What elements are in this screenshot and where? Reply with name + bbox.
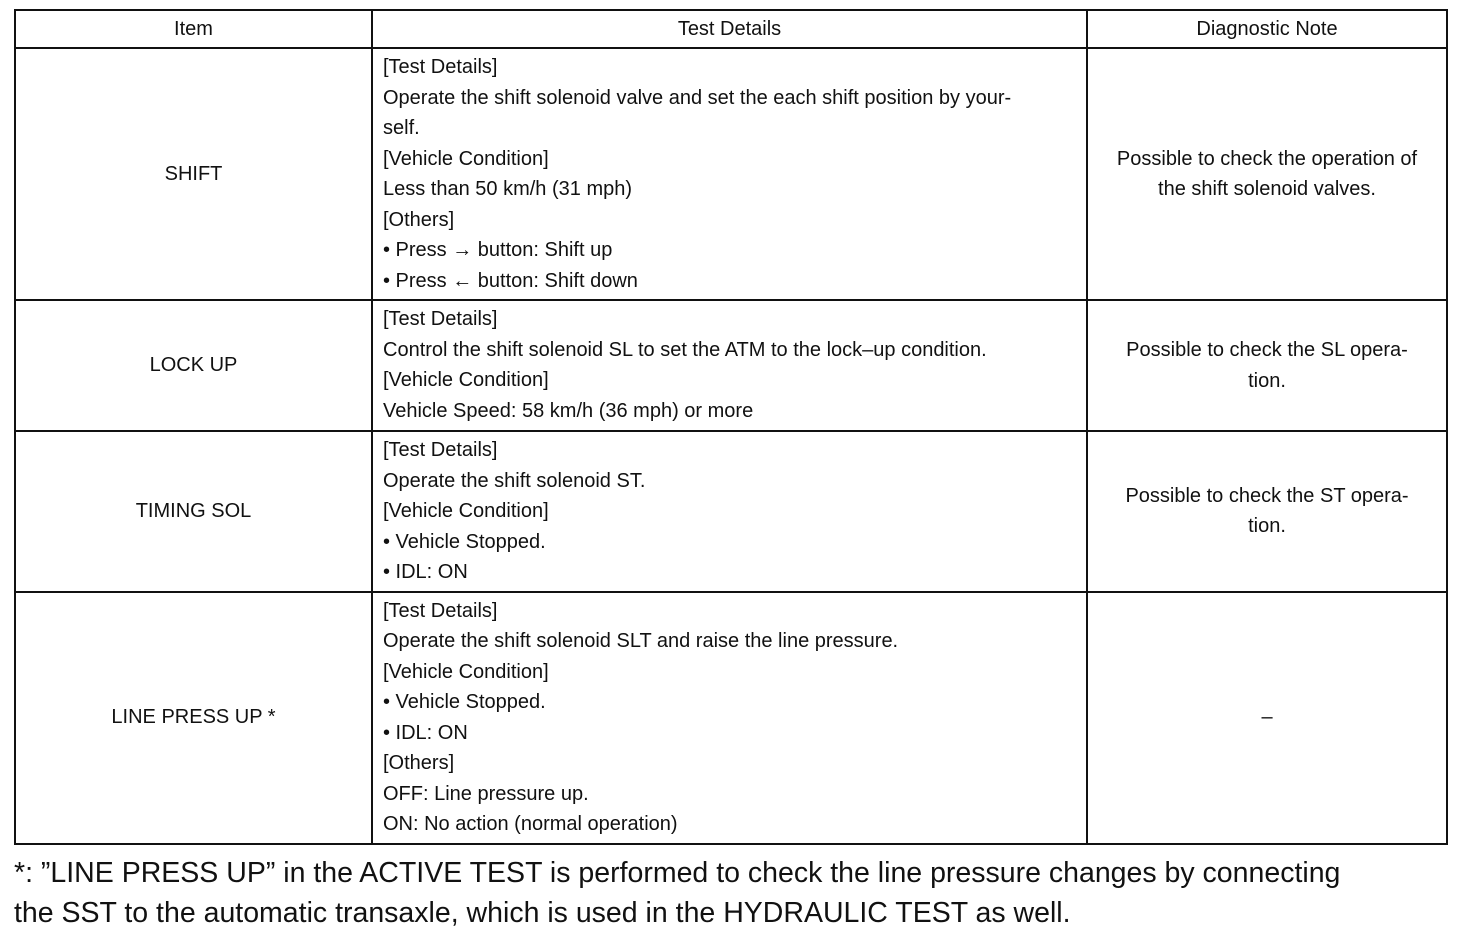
details-line: [Others] [383, 752, 455, 774]
footnote-line: the SST to the automatic transaxle, which is used in the HYDRAULIC TEST as well. [14, 896, 1071, 929]
details-line: [Test Details] [383, 308, 498, 330]
note-line: Possible to check the SL opera- [1126, 339, 1408, 361]
details-cell [372, 431, 1087, 592]
details-cell [372, 48, 1087, 300]
details-line: [Vehicle Condition] [383, 500, 549, 522]
details-line: • Vehicle Stopped. [383, 691, 546, 713]
header-item: Item [15, 10, 372, 48]
note-cell [1087, 300, 1447, 431]
document [14, 9, 1446, 933]
header-test-details: Test Details [372, 10, 1087, 48]
table-header-row [15, 10, 1447, 48]
note-line: tion. [1248, 515, 1286, 538]
details-line: [Test Details] [383, 599, 498, 622]
note-cell [1087, 592, 1447, 844]
footnote [14, 853, 1454, 933]
details-line: [Others] [383, 208, 455, 231]
note-line: – [1261, 706, 1273, 729]
note-cell [1087, 48, 1447, 300]
details-line: • IDL: ON [383, 561, 468, 583]
active-test-table [14, 9, 1448, 845]
header-diagnostic-note: Diagnostic Note [1087, 10, 1447, 48]
table-row [15, 48, 1447, 300]
details-line: Less than 50 km/h (31 mph) [383, 178, 633, 200]
footnote-line: *: ”LINE PRESS UP” in the ACTIVE TEST is performed to check the line pressure changes by connecting [14, 856, 1341, 889]
item-cell: LINE PRESS UP * [15, 592, 372, 844]
details-line: Vehicle Speed: 58 km/h (36 mph) or more [383, 399, 754, 422]
details-line: [Vehicle Condition] [383, 660, 549, 683]
details-line: [Test Details] [383, 439, 498, 461]
note-line: the shift solenoid valves. [1158, 178, 1376, 200]
details-line: Control the shift solenoid SL to set the ATM to the lock–up condition. [383, 338, 987, 361]
note-cell [1087, 431, 1447, 592]
details-line: • Vehicle Stopped. [383, 530, 546, 553]
details-line: ON: No action (normal operation) [383, 813, 678, 835]
details-line: • Press → button: Shift up [383, 239, 613, 261]
details-line: OFF: Line pressure up. [383, 782, 589, 805]
details-line: Operate the shift solenoid ST. [383, 469, 646, 492]
item-cell: SHIFT [15, 48, 372, 300]
details-line: • IDL: ON [383, 721, 468, 744]
details-line: [Test Details] [383, 56, 498, 78]
table-row [15, 431, 1447, 592]
table-row [15, 592, 1447, 844]
details-line: Operate the shift solenoid valve and set the each shift position by your- [383, 86, 1012, 109]
details-line: [Vehicle Condition] [383, 147, 549, 170]
note-line: Possible to check the ST opera- [1125, 484, 1409, 507]
item-cell: TIMING SOL [15, 431, 372, 592]
item-cell: LOCK UP [15, 300, 372, 431]
details-cell [372, 300, 1087, 431]
details-cell [372, 592, 1087, 844]
note-line: Possible to check the operation of [1116, 147, 1418, 170]
details-line: Operate the shift solenoid SLT and raise the line pressure. [383, 630, 899, 652]
details-line: self. [383, 117, 420, 139]
details-line: [Vehicle Condition] [383, 369, 549, 391]
note-line: tion. [1248, 369, 1286, 392]
details-line: • Press ← button: Shift down [383, 269, 638, 292]
table-row [15, 300, 1447, 431]
